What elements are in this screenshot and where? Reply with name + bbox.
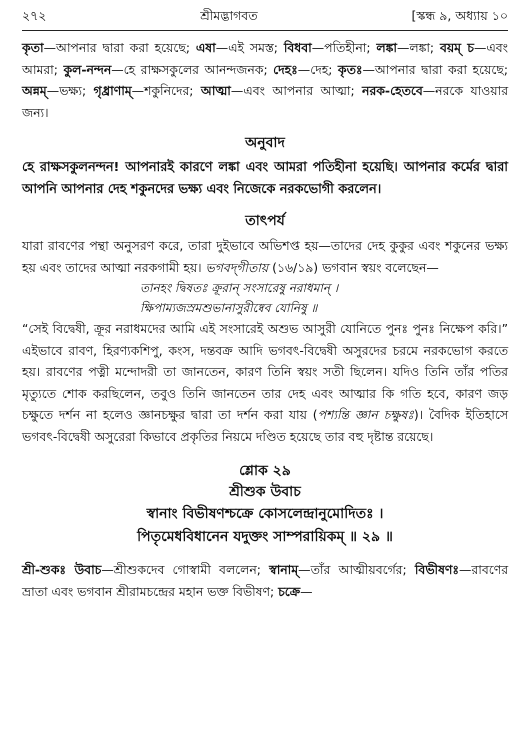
page-number: ২৭২ [22, 8, 47, 23]
purport-p1-text-b: (১৬/১৯) ভগবান স্বয়ং বলেছেন— [268, 259, 439, 275]
shloka-number: শ্লোক ২৯ [239, 463, 291, 479]
synonym-meaning: —আপনার দ্বারা করা হয়েছে; [43, 40, 196, 55]
synonym-meaning: —আপনার দ্বারা করা হয়েছে; [362, 61, 508, 77]
purport-p2-text-a: “সেই বিদ্বেষী, ক্রূর নরাধমদের আমি এই সংসারেই অশুভ আসুরী যোনিতে পুনঃ পুনঃ নিক্ষেপ করি।” এইভাবে রাবণ, হিরণ্যকশিপু, কংস, দন্তবক্র আদি ভগবৎ-বিদ্বেষী অসুরদের চরমে নরকভোগ করতে হয়। রাবণের পত্নী মন্দোদরী তা জানতেন, কারণ তিনি স্বয়ং সতী ছিলেন। যদিও তিনি তাঁর পতির মৃত্যুতে শোক করছিলেন, তবুও তিনি জানতেন তার দেহ এবং আত্মার কি গতি হবে, কারণ জড় চক্ষুতে দর্শন না হলেও জ্ঞানচক্ষুর দ্বারা তা দর্শন করা যায় ( [22, 321, 508, 422]
synonym-meaning: —পতিহীনা; [311, 40, 377, 55]
translation-text: হে রাক্ষসকুলনন্দন! আপনারই কারণে লঙ্কা এবং আমরা পতিহীনা হয়েছি। আপনার কর্মের দ্বারা আপনি আপনার দেহ শকুনদের ভক্ষ্য এবং নিজেকে নরকভোগী করলেন। [22, 160, 508, 197]
synonym-term: কৃতঃ [337, 61, 363, 77]
purport-paragraph-2 [22, 318, 508, 447]
page-header [22, 8, 508, 31]
synonym-meaning: — [300, 583, 313, 599]
synonym-meaning: —শ্রীশুকদেব গোস্বামী বললেন; [101, 562, 270, 577]
synonym-meaning: —এই সমস্ত; [215, 40, 284, 55]
verse-line-2: ক্ষিপাম্যজস্রমশুভানাসুরীষ্বেব যোনিষু ॥ [140, 301, 318, 315]
verse-line-1: তানহং দ্বিষতঃ ক্রূরান্ সংসারেষু নরাধমান্ । [140, 281, 339, 295]
shloka-line-2: পিতৃমেধবিধানেন যদুক্তং সাম্পরায়িকম্ ॥ ২৯ ॥ [137, 529, 393, 545]
synonym-meaning: —এবং আপনার আত্মা; [230, 83, 363, 98]
synonym-term: বয়ম্ চ [439, 40, 474, 55]
synonym-term: গৃধ্রাণাম্ [93, 83, 132, 98]
synonym-meaning: —শকুনিদের; [131, 83, 201, 98]
book-page [22, 8, 508, 602]
shloka-line-1: স্বানাং বিভীষণশ্চক্রে কোসলেন্দ্রানুমোদিতঃ । [146, 506, 384, 522]
synonym-term: চক্রে [278, 583, 301, 599]
synonym-term: কৃতা [22, 40, 44, 55]
synonym-meaning: —রাবণের ভ্রাতা এবং ভগবান শ্রীরামচন্দ্রের মহান ভক্ত বিভীষণ; [22, 562, 509, 599]
synonym-term: লঙ্কা [376, 40, 397, 55]
synonym-term: বিধবা [283, 40, 312, 55]
synonym-meaning: —হে রাক্ষসকুলের আনন্দজনক; [111, 61, 274, 77]
translation-heading: অনুবাদ [245, 135, 285, 151]
synonym-term: কুল-নন্দন [63, 61, 112, 77]
synonym-meaning: —তাঁর আত্মীয়বর্গের; [298, 562, 415, 577]
synonym-term: শ্রী-শুকঃ উবাচ [22, 562, 102, 577]
purport-p2-text-b: )। বৈদিক ইতিহাসে ভগবৎ-বিদ্বেষী অসুরেরা কিভাবে প্রকৃতির নিয়মে দণ্ডিত হয়েছে তার বহু দৃষ্টান্ত রয়েছে। [22, 407, 509, 444]
synonym-meaning: —এবং আমরা; [22, 40, 508, 77]
purport-heading: তাৎপর্য [245, 213, 285, 229]
synonym-term: অন্নম্ [22, 83, 47, 98]
synonym-term: বিভীষণঃ [414, 562, 460, 577]
synonym-meaning: —ভক্ষ্য; [46, 83, 94, 98]
purport-paragraph-1 [22, 235, 508, 278]
shloka-block [22, 461, 508, 549]
synonym-term: এষা [195, 40, 216, 55]
purport-p1-text-a: যারা রাবণের পন্থা অনুসরণ করে, তারা দুইভাবে অভিশপ্ত হয়—তাদের দেহ কুকুর এবং শকুনের ভক্ষ্য হয় এবং তাদের আত্মা নরকগামী হয়। [22, 238, 508, 275]
sanskrit-phrase: পশ্যন্তি জ্ঞান চক্ষুষঃ [317, 407, 414, 422]
synonyms-bottom [22, 559, 508, 602]
shloka-speaker: শ্রীশুক উবাচ [229, 484, 301, 500]
synonym-term: স্বানাম্ [269, 562, 299, 577]
quoted-verse [22, 278, 508, 318]
synonyms-top [22, 37, 508, 123]
synonym-term: নরক-হেতবে [362, 83, 423, 98]
synonym-meaning: —লঙ্কা; [396, 40, 440, 55]
gita-reference: ভগবদ্‌গীতায় [205, 259, 269, 275]
synonym-term: আত্মা [200, 83, 231, 98]
synonym-meaning: —দেহ; [297, 61, 338, 77]
synonym-meaning: —নরকে যাওয়ার জন্য। [22, 83, 509, 120]
book-title: শ্রীমদ্ভাগবত [200, 8, 258, 23]
chapter-reference: [স্কন্ধ ৯, অধ্যায় ১০ [411, 8, 508, 23]
synonym-term: দেহঃ [273, 61, 298, 77]
